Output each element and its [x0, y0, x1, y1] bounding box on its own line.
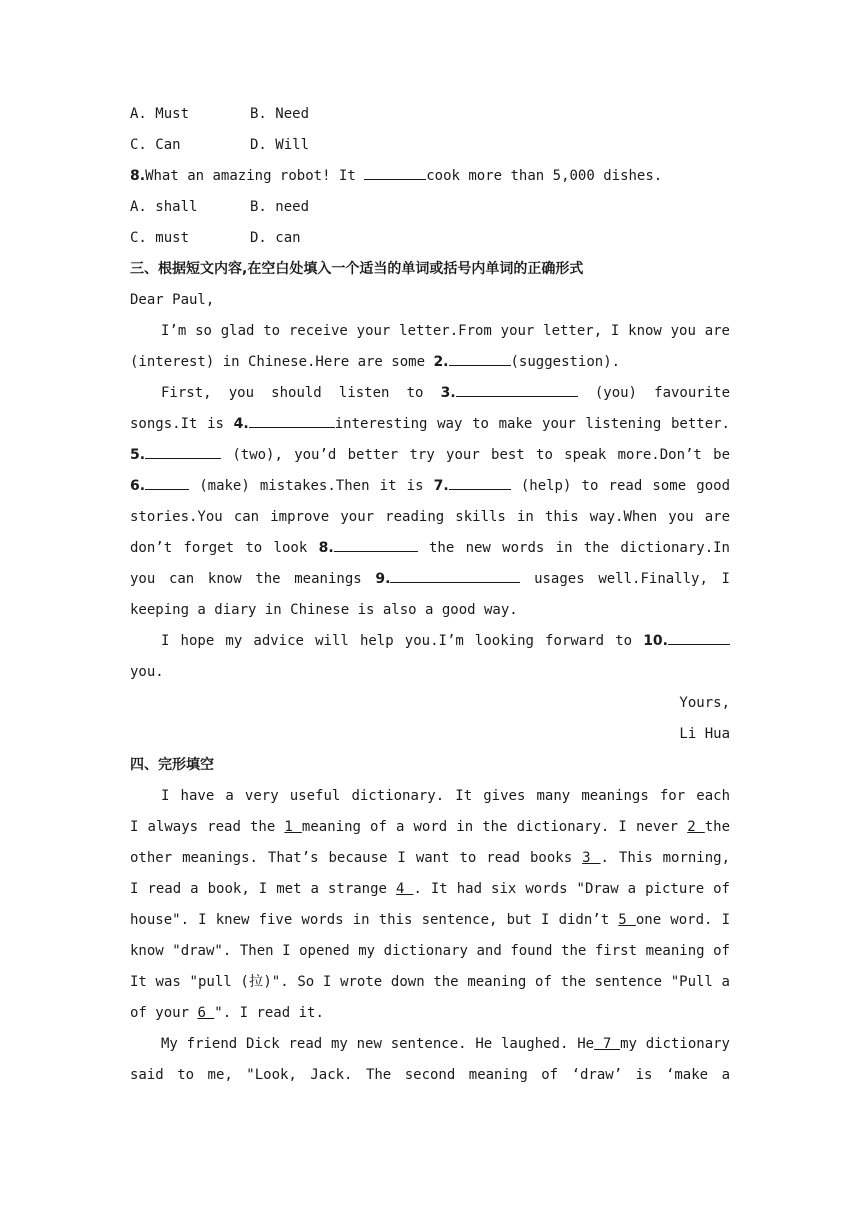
- cloze-blank[interactable]: 1: [284, 819, 302, 835]
- document-page: [130, 99, 730, 1091]
- answer-blank[interactable]: [449, 349, 511, 366]
- q8-options-row-2: [130, 223, 730, 254]
- blank-number: 3.: [440, 385, 456, 401]
- letter-text: (two), you’d better try your best to speak more.Don’t be: [232, 447, 730, 463]
- blank-number: 4.: [233, 416, 249, 432]
- answer-blank[interactable]: [390, 566, 520, 583]
- passage-line: [130, 843, 730, 874]
- answer-blank[interactable]: [145, 473, 189, 490]
- question-text: cook more than 5,000 dishes.: [426, 168, 663, 184]
- blank-number: 7.: [433, 478, 449, 494]
- letter-text: I’m so glad to receive your letter.From your letter, I know you are: [161, 323, 730, 339]
- answer-blank[interactable]: [449, 473, 511, 490]
- q7-options-row-2: [130, 130, 730, 161]
- letter-text: I hope my advice will help you.I’m looking forward to: [161, 633, 644, 649]
- letter-line: keeping a diary in Chinese is also a good way.: [130, 602, 518, 618]
- section-4-heading: 四、完形填空: [130, 757, 214, 773]
- passage-text: . This morning,: [600, 850, 730, 866]
- passage-line: know "draw". Then I opened my dictionary and found the first meaning of: [130, 943, 730, 959]
- blank-number: 8.: [318, 540, 334, 556]
- option-b[interactable]: B. Need: [250, 106, 310, 122]
- passage-text: other meanings. That’s because I want to read books: [130, 850, 583, 866]
- blank-number: 10.: [643, 633, 668, 649]
- option-b[interactable]: B. need: [250, 199, 310, 215]
- passage-text: I always read the: [130, 819, 285, 835]
- letter-line: stories.You can improve your reading skills in this way.When you are: [130, 509, 730, 525]
- passage-line: [130, 905, 730, 936]
- letter-text: (suggestion).: [510, 354, 621, 370]
- letter-text: (make) mistakes.Then it is: [189, 478, 434, 494]
- passage-line: [130, 812, 730, 843]
- passage-line: [130, 998, 730, 1029]
- cloze-blank[interactable]: 4: [395, 881, 414, 897]
- letter-text: (interest) in Chinese.Here are some: [130, 354, 434, 370]
- letter-salutation: Dear Paul,: [130, 292, 215, 308]
- blank-number: 2.: [433, 354, 449, 370]
- answer-blank[interactable]: [145, 442, 221, 459]
- answer-blank[interactable]: [456, 380, 578, 397]
- option-c[interactable]: C. Can: [130, 137, 181, 153]
- letter-line: [130, 378, 730, 409]
- letter-text: the new words in the dictionary.In: [428, 540, 730, 556]
- letter-line: you.: [130, 664, 164, 680]
- cloze-blank[interactable]: 6: [197, 1005, 215, 1021]
- question-number: 8.: [130, 168, 146, 184]
- letter-text: (help) to read some good: [520, 478, 730, 494]
- letter-closing: Yours,: [679, 695, 730, 711]
- blank-number: 9.: [375, 571, 391, 587]
- cloze-blank[interactable]: 2: [687, 819, 705, 835]
- q8-options-row-1: [130, 192, 730, 223]
- option-c[interactable]: C. must: [130, 230, 190, 246]
- answer-blank[interactable]: [334, 535, 418, 552]
- letter-signature: Li Hua: [679, 726, 730, 742]
- cloze-blank[interactable]: 3: [582, 850, 601, 866]
- passage-line: I have a very useful dictionary. It gives many meanings for each: [161, 788, 730, 804]
- option-d[interactable]: D. Will: [250, 137, 310, 153]
- letter-text: First, you should listen to: [161, 385, 441, 401]
- passage-line: [130, 874, 730, 905]
- q7-options-row-1: [130, 99, 730, 130]
- letter-line: [130, 316, 730, 347]
- letter-text: songs.It is: [130, 416, 234, 432]
- cloze-blank[interactable]: 7: [594, 1036, 621, 1052]
- blank-number: 6.: [130, 478, 146, 494]
- option-a[interactable]: A. Must: [130, 106, 190, 122]
- passage-text: My friend Dick read my new sentence. He laughed. He: [161, 1036, 595, 1052]
- passage-text: of your: [130, 1005, 198, 1021]
- answer-blank[interactable]: [249, 411, 335, 428]
- passage-text: ". I read it.: [214, 1005, 324, 1021]
- letter-text: you can know the meanings: [130, 571, 376, 587]
- passage-text: one word. I: [635, 912, 730, 928]
- letter-line: [130, 564, 730, 595]
- answer-blank[interactable]: [364, 163, 426, 180]
- passage-text: house". I knew five words in this sentence, but I didn’t: [130, 912, 619, 928]
- letter-line: [130, 533, 730, 564]
- question-text: What an amazing robot! It: [145, 168, 365, 184]
- letter-text: don’t forget to look: [130, 540, 319, 556]
- section-3-heading: 三、根据短文内容,在空白处填入一个适当的单词或括号内单词的正确形式: [130, 261, 584, 277]
- letter-text: (you) favourite: [594, 385, 730, 401]
- letter-line: [130, 409, 730, 440]
- blank-number: 5.: [130, 447, 146, 463]
- passage-line: It was "pull (拉)". So I wrote down the meaning of the sentence "Pull a: [130, 974, 730, 990]
- letter-line: [130, 471, 730, 502]
- passage-text: I read a book, I met a strange: [130, 881, 396, 897]
- letter-line: [130, 440, 730, 471]
- passage-line: said to me, "Look, Jack. The second meaning of ‘draw’ is ‘make a: [130, 1067, 730, 1083]
- cloze-blank[interactable]: 5: [618, 912, 636, 928]
- passage-text: my dictionary: [620, 1036, 730, 1052]
- passage-text: meaning of a word in the dictionary. I never: [301, 819, 688, 835]
- passage-text: . It had six words "Draw a picture of: [413, 881, 730, 897]
- question-8: [130, 161, 730, 192]
- option-a[interactable]: A. shall: [130, 199, 198, 215]
- option-d[interactable]: D. can: [250, 230, 301, 246]
- letter-text: usages well.Finally, I: [534, 571, 730, 587]
- passage-text: the: [704, 819, 730, 835]
- letter-line: [130, 626, 730, 657]
- letter-text: interesting way to make your listening better.: [334, 416, 730, 432]
- passage-line: [130, 1029, 730, 1060]
- letter-line: [130, 347, 730, 378]
- answer-blank[interactable]: [668, 628, 730, 645]
